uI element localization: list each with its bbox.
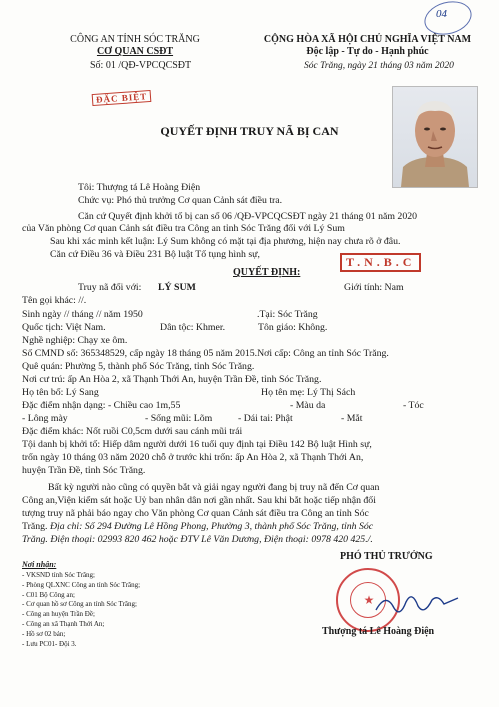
identification-features: Đặc điểm nhận dạng: - Chiều cao 1m,55 [22,400,181,411]
charge-line-1: Tội danh bị khởi tố: Hiếp dâm người dưới 16 tuổi quy định tại Điều 142 Bộ luật Hình sự, [22,439,372,450]
recipient-item: - Phòng QLXNC Công an tỉnh Sóc Trăng; [22,580,141,589]
recipient-item: - Hồ sơ 02 bản; [22,629,66,638]
nationality: Quốc tịch: Việt Nam. [22,322,106,333]
hometown: Quê quán: Phường 5, thành phố Sóc Trăng, tỉnh Sóc Trăng. [22,361,255,372]
other-features: Đặc điểm khác: Nốt ruồi C0,5cm dưới sau cánh mũi trái [22,426,243,437]
signer-role: PHÓ THỦ TRƯỞNG [340,551,433,562]
national-motto: Độc lập - Tự do - Hạnh phúc [306,46,429,57]
recipient-item: - Công an huyện Trần Đề; [22,610,95,619]
special-mark-stamp: ĐẶC BIỆT [92,90,152,106]
alias: Tên gọi khác: //. [22,295,87,306]
father-name: Họ tên bố: Lý Sang [22,387,99,398]
basis-line-1a: Căn cứ Quyết định khởi tố bị can số 06 /QĐ-VPCQCSĐT ngày 21 tháng 01 năm 2020 [78,211,418,222]
id-card: Số CMND số: 365348529, cấp ngày 18 tháng 05 năm 2015.Nơi cấp: Công an tỉnh Sóc Trăng. [22,348,389,359]
birth-date: Sinh ngày // tháng // năm 1950 [22,309,143,320]
religion: Tôn giáo: Không. [258,322,328,333]
eyebrow: - Lông mày [22,413,68,424]
appeal-line-1: Bất kỳ người nào cũng có quyền bắt và giải ngay người đang bị truy nã đến Cơ quan [48,482,380,493]
target-name: LÝ SUM [158,282,196,293]
charge-line-2: trốn ngày 10 tháng 03 năm 2020 chỗ ở trước khi trốn: ấp An Hòa 2, xã Thạnh Thới An, [22,452,364,463]
recipient-item: - C01 Bộ Công an; [22,590,75,599]
earlobe: - Dái tai: Phật [238,413,293,424]
position-line: Chức vụ: Phó thủ trưởng Cơ quan Cảnh sát điều tra. [78,195,283,206]
target-label: Truy nã đối với: [78,282,142,293]
basis-line-3: Căn cứ Điều 36 và Điều 231 Bộ luật Tố tụng hình sự, [50,249,260,260]
corner-mark: 04 [436,8,447,20]
charge-line-3: huyện Trần Đề, tỉnh Sóc Trăng. [22,465,146,476]
gender: Giới tính: Nam [344,282,404,293]
recipients-list [22,571,140,649]
appeal-line-4-start: Trăng. [22,521,48,532]
recipients-label: Nơi nhận: [22,560,57,569]
phone-line: Trăng. Điện thoại: 02993 820 462 hoặc ĐTV Lê Văn Dương, Điện thoại: 0978 420 425./. [22,534,373,545]
address: Địa chỉ: Số 294 Đường Lê Hồng Phong, Phường 3, thành phố Sóc Trăng, tỉnh Sóc [49,521,374,532]
officer-line: Tôi: Thượng tá Lê Hoàng Điện [78,182,201,193]
occupation: Nghề nghiệp: Chạy xe ôm. [22,335,128,346]
recipient-item: - VKSND tỉnh Sóc Trăng; [22,571,95,579]
handwritten-signature [372,590,462,620]
recipient-item: - Cơ quan hồ sơ Công an tỉnh Sóc Trăng; [22,600,137,609]
appeal-line-3: tượng truy nã phải báo ngay cho Văn phòng Cơ quan Cảnh sát điều tra Công an tỉnh Sóc [22,508,369,519]
residence: Nơi cư trú: ấp An Hòa 2, xã Thạnh Thới An, huyện Trần Đề, tỉnh Sóc Trăng. [22,374,322,385]
issue-date: Sóc Trăng, ngày 21 tháng 03 năm 2020 [304,61,454,71]
document-number: Số: 01 /QĐ-VPCQCSĐT [90,60,192,71]
appeal-line-4 [22,521,373,532]
national-header: CỘNG HÒA XÃ HỘI CHỦ NGHĨA VIỆT NAM [263,34,472,45]
birth-place: .Tại: Sóc Trăng [257,309,318,320]
mother-name: Họ tên mẹ: Lý Thị Sách [261,387,356,398]
agency-name: CÔNG AN TỈNH SÓC TRĂNG [70,34,200,45]
eyes: - Mắt [341,413,363,424]
skin-color: - Màu da [290,400,326,411]
ethnicity: Dân tộc: Khmer. [160,322,226,333]
wanted-stamp: T.N.B.C [340,253,421,272]
basis-line-1b: của Văn phòng Cơ quan Cảnh sát điều tra Công an tỉnh Sóc Trăng đối với Lý Sum [22,223,345,234]
recipient-item: - Lưu PC01- Đội 3. [22,639,77,648]
office-name: CƠ QUAN CSĐT [96,46,174,57]
document-title: QUYẾT ĐỊNH TRUY NÃ BỊ CAN [160,124,339,138]
appeal-line-2: Công an,Viện kiểm sát hoặc Uỷ ban nhân dân nơi gần nhất. Sau khi bắt hoặc tiếp nhận đối [22,495,376,506]
official-seal: ★ [336,568,400,632]
basis-line-2: Sau khi xác minh kết luận: Lý Sum không có mặt tại địa phương, hiện nay chưa rõ ở đâu. [50,236,401,247]
recipient-item: - Công an xã Thạnh Thới An; [22,619,105,628]
nose: - Sống mũi: Lõm [145,413,213,424]
decision-label: QUYẾT ĐỊNH: [233,267,301,278]
hair: - Tóc [403,400,424,411]
signer-name: Thượng tá Lê Hoàng Điện [322,626,435,637]
